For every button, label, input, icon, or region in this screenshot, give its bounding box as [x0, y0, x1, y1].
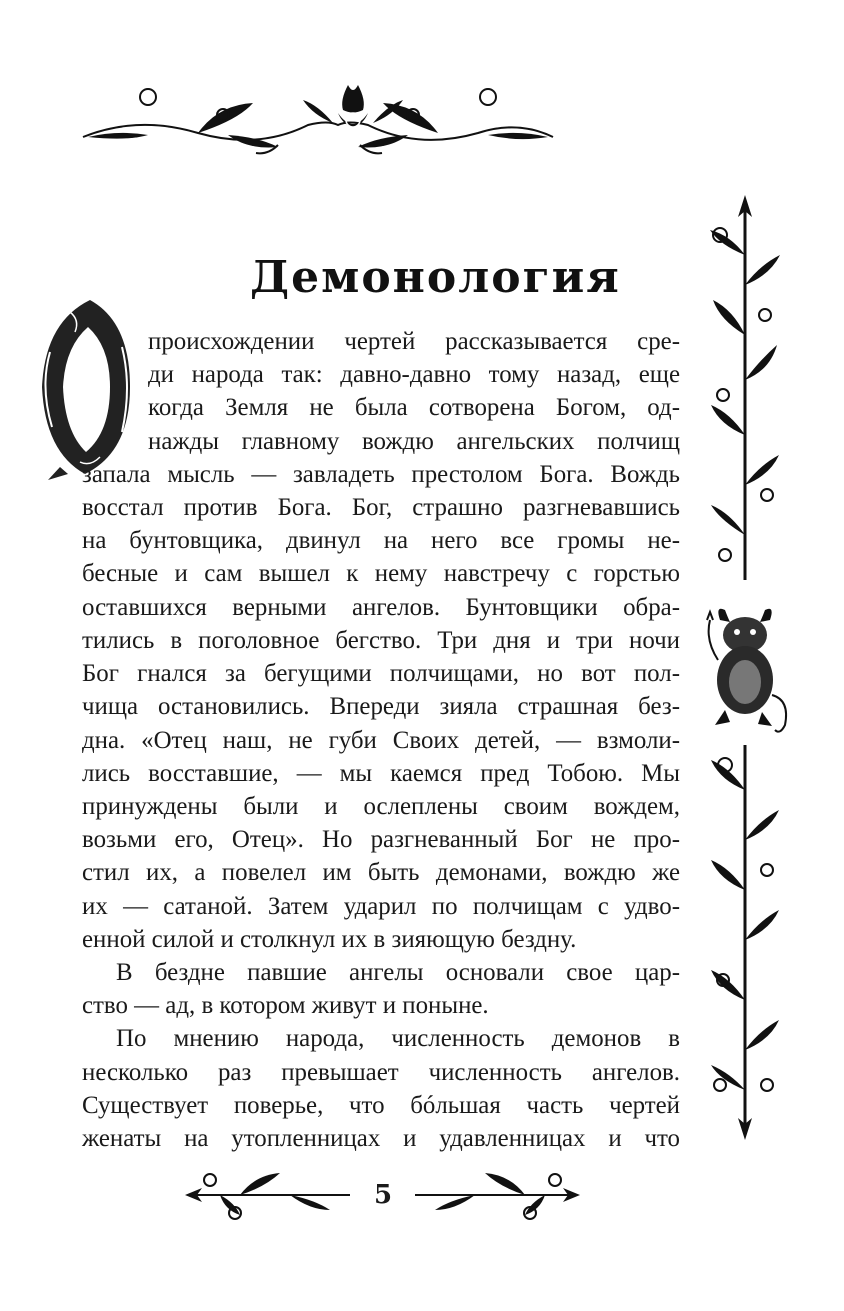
text-line: бесные и сам вышел к нему навстречу с горстью	[82, 560, 680, 588]
page-number: 5	[373, 1180, 393, 1210]
text-line: когда Земля не была сотворена Богом, од-	[148, 394, 680, 422]
text-line: нажды главному вождю ангельских полчищ	[148, 427, 680, 455]
text-line: несколько раз превышает численность ангелов.	[82, 1058, 680, 1086]
decorative-drop-cap	[30, 292, 231, 493]
text-line: дна. «Отец наш, не губи Своих детей, — взмоли-	[82, 726, 680, 754]
text-line: Существует поверье, что бóльшая часть чертей	[82, 1091, 680, 1119]
text-line: енной силой и столкнул их в зияющую бездну.	[82, 925, 577, 953]
text-line: происхождении чертей рассказывается сре-	[148, 328, 680, 355]
text-line: ди народа так: давно-давно тому назад, еще	[148, 361, 680, 389]
text-line: В бездне павшие ангелы основали свое цар-	[116, 958, 680, 986]
text-line: запала мысль — завладеть престолом Бога. Вождь	[82, 460, 680, 488]
footer-right-arrow-ornament	[410, 1165, 585, 1225]
text-line: стил их, а повелел им быть демонами, вождю же	[82, 859, 680, 887]
devil-figure-icon	[700, 600, 790, 740]
text-line: их — сатаной. Затем ударил по полчищам с удво-	[82, 892, 680, 920]
text-line: тились в поголовное бегство. Три дня и три ночи	[82, 626, 680, 654]
text-line: женаты на утопленницах и удавленницах и что	[82, 1125, 680, 1152]
top-floral-ornament	[78, 75, 558, 160]
text-line: принуждены были и ослеплены своим вождем,	[82, 792, 680, 820]
text-line: лись восставшие, — мы каемся пред Тобою. Мы	[82, 759, 680, 787]
side-thistle-vine-bottom	[705, 740, 785, 1140]
text-line: оставшихся верными ангелов. Бунтовщики обра-	[82, 593, 680, 621]
text-line: восстал против Бога. Бог, страшно разгневавшись	[82, 494, 680, 522]
text-line: По мнению народа, численность демонов в	[116, 1025, 680, 1053]
text-line: возьми его, Отец». Но разгневанный Бог не про-	[82, 826, 680, 854]
side-thistle-vine-top	[705, 195, 785, 585]
chapter-title: Демонология	[250, 252, 621, 303]
text-line: чища остановились. Впереди зияла страшная без-	[82, 693, 680, 721]
drop-cap-letter: О	[230, 492, 231, 493]
text-line: на бунтовщика, двинул на него все громы не-	[82, 527, 680, 555]
footer-left-arrow-ornament	[180, 1165, 355, 1225]
text-line: Бог гнался за бегущими полчищами, но вот пол-	[82, 660, 680, 688]
text-line: ство — ад, в котором живут и поныне.	[82, 992, 489, 1020]
